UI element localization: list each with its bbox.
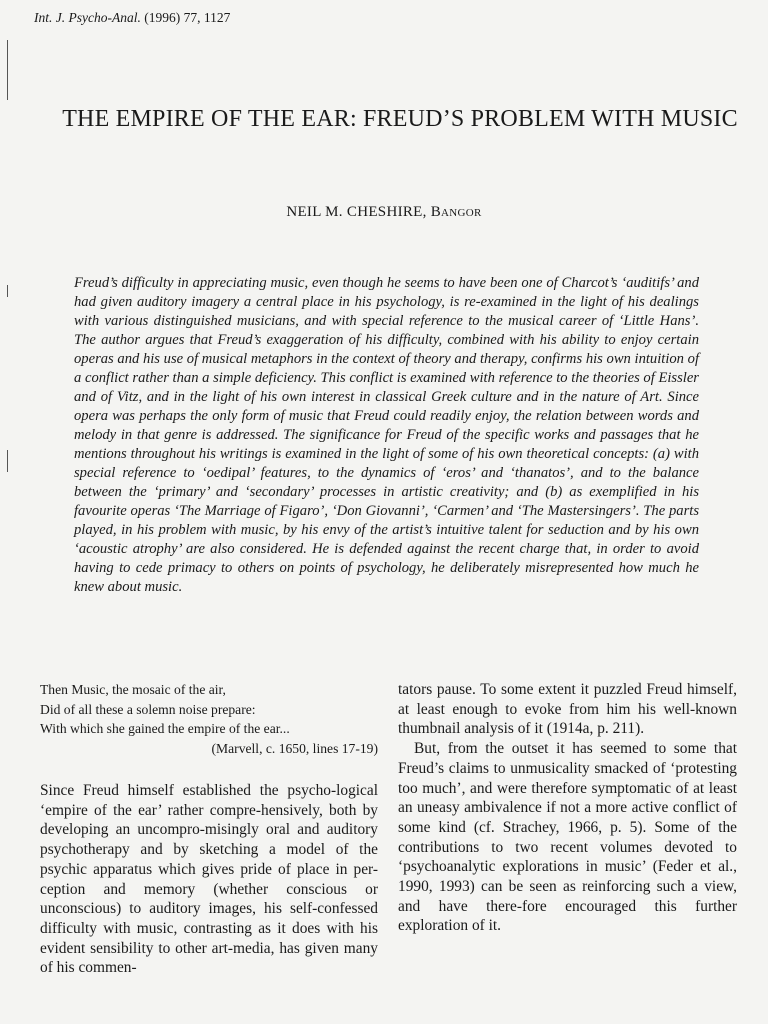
author-name: NEIL M. CHESHIRE,	[286, 204, 427, 220]
epigraph-attribution: (Marvell, c. 1650, lines 17-19)	[211, 740, 378, 756]
epigraph-line: With which she gained the empire of the ear...	[40, 721, 290, 736]
left-column	[40, 680, 378, 978]
abstract-text: Freud’s difficulty in appreciating music, even though he seems to have been one of Charcot’s ‘auditifs’ and had given auditory imagery a central place in his psychology, is re-examined in the light of his dealings with various distinguished musicians, and with special reference to the musical career of ‘Little Hans’. The author argues that Freud’s exaggeration of his difficulty, combined with his ability to enjoy certain operas and his use of musical metaphors in the context of theory and therapy, confirms his own intuition of a conflict rather than a simple deficiency. This conflict is examined with reference to the theories of Eissler and of Vitz, and in the light of his own interest in classical Greek culture and in the nature of Art. Since opera was perhaps the only form of music that Freud could readily enjoy, the relation between words and melody in that genre is addressed. The significance for Freud of the specific works and passages that he mentions throughout his writings is examined in the light of some of his own theoretical concepts: (a) with special reference to ‘oedipal’ features, to the dynamics of ‘eros’ and ‘thanatos’, and to the balance between the ‘primary’ and ‘secondary’ processes in artistic creativity; and (b) as exemplified in his favourite operas ‘The Marriage of Figaro’, ‘Don Giovanni’, ‘Carmen’ and ‘The Mastersingers’. The parts played, in his problem with music, by his envy of the artist’s intuitive talent for seduction and by his own ‘acoustic atrophy’ are also considered. He is defended against the recent charge that, in order to avoid having to cede primacy to others on points of psychology, he deliberately misrepresented how much he knew about music.	[74, 275, 699, 595]
body-paragraph: But, from the outset it has seemed to some that Freud’s claims to unmusicality smacked of ‘protesting too much’, and were therefore symptomatic of at least an uneasy ambivalence if not a more active conflict of some kind (cf. Strachey, 1966, p. 5). Some of the contributions to two recent volumes devoted to ‘psychoanalytic explorations in music’ (Feder et al., 1990, 1993) can be seen as reinforcing such a view, and have there-fore encouraged this further exploration of it.	[398, 740, 737, 935]
margin-mark	[7, 40, 8, 100]
body-paragraph: tators pause. To some extent it puzzled Freud himself, at least enough to evoke from him his well-known thumbnail analysis of it (1914a, p. 211).	[398, 681, 737, 738]
author-affiliation: Bangor	[430, 204, 482, 220]
journal-citation	[34, 10, 230, 26]
author-line	[0, 204, 768, 221]
epigraph-line: Did of all these a solemn noise prepare:	[40, 701, 256, 717]
journal-year-volume-page: (1996) 77, 1127	[144, 10, 231, 25]
epigraph	[40, 680, 378, 758]
epigraph-line: Then Music, the mosaic of the air,	[40, 682, 226, 697]
journal-name: Int. J. Psycho-Anal.	[34, 10, 141, 25]
article-title: THE EMPIRE OF THE EAR: FREUD’S PROBLEM WITH MUSIC	[62, 106, 738, 132]
margin-mark	[7, 285, 8, 297]
margin-mark	[7, 450, 8, 472]
right-column	[398, 680, 737, 936]
abstract	[74, 274, 699, 597]
body-paragraph: Since Freud himself established the psycho-logical ‘empire of the ear’ rather compre-hensively, both by developing an uncompro-misingly oral and auditory psychotherapy and by sketching a model of the psychic apparatus which gives pride of place in per-ception and memory (whether conscious or unconscious) to auditory images, his self-confessed difficulty with music, contrasting as it does with his evident sensibility to other art-media, has given many of his commen-	[40, 782, 378, 977]
